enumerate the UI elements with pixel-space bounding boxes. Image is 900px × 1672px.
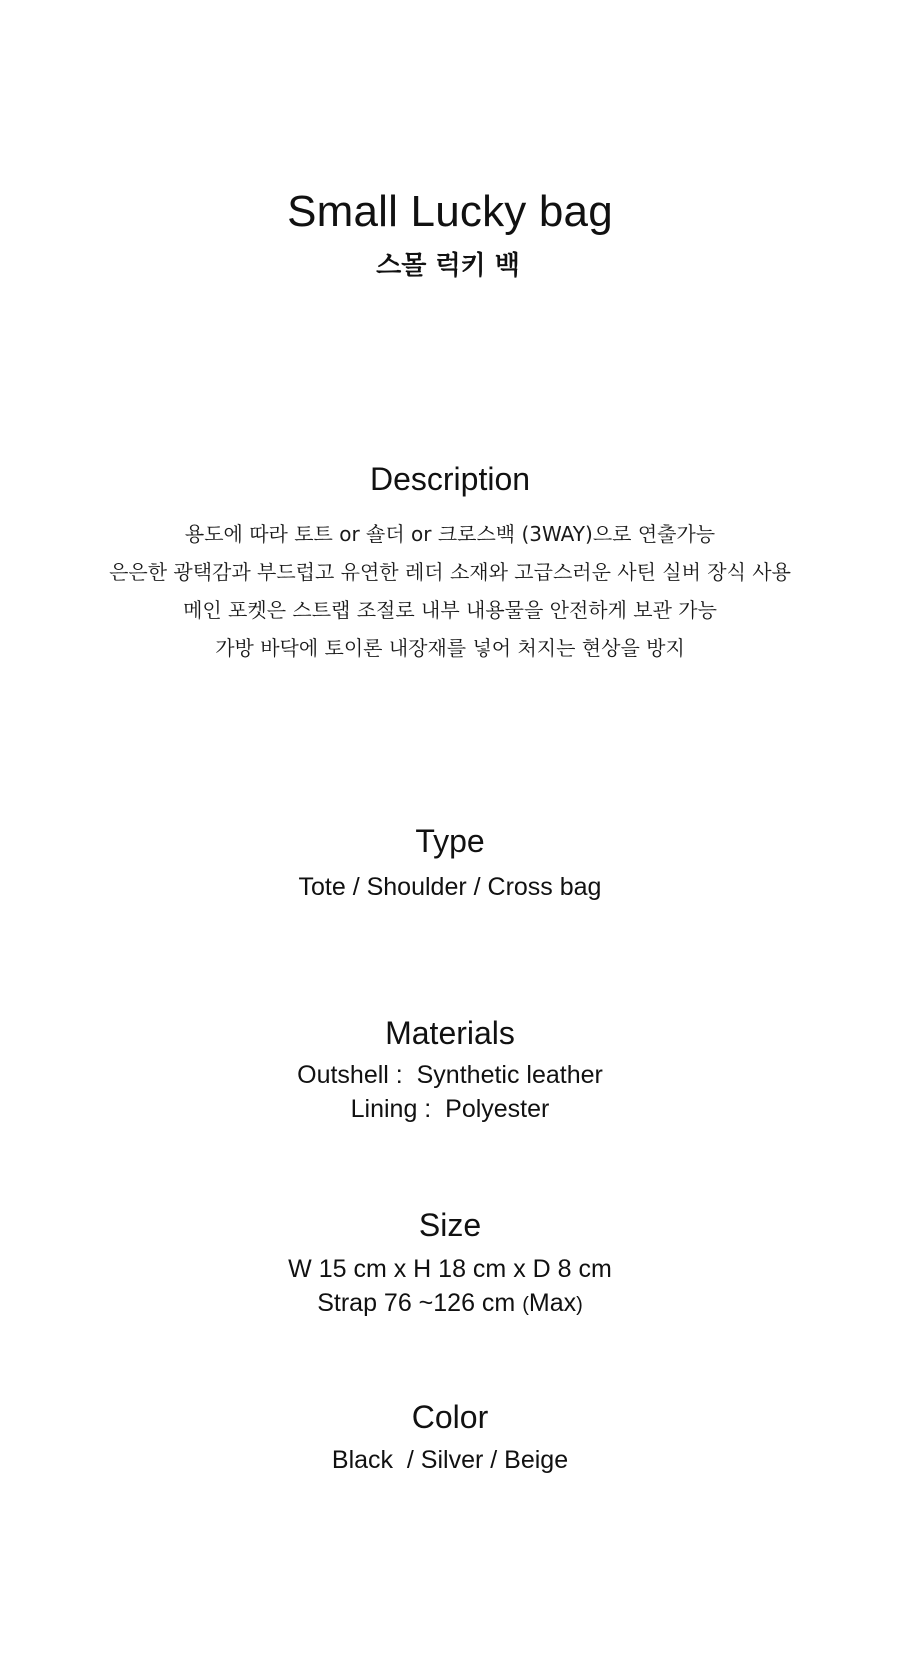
materials-heading: Materials [385,1015,515,1051]
size-heading: Size [418,1207,482,1243]
size-dimensions: W 15 cm x H 18 cm x D 8 cm [288,1255,612,1283]
color-heading: Color [411,1399,489,1435]
color-value: Black / Silver / Beige [331,1446,569,1474]
type-heading: Type [415,823,485,859]
materials-values [0,1058,900,1126]
description-line: 가방 바닥에 토이론 내장재를 넣어 처지는 현상을 방지 [215,636,685,660]
product-subtitle-korean: 스몰 럭키 백 [376,251,520,281]
materials-lining: Lining : Polyester [350,1095,550,1123]
size-strap-max: Max [528,1289,577,1317]
description-text [0,515,900,667]
description-line: 용도에 따라 토트 or 숄더 or 크로스백 (3WAY)으로 연출가능 [184,522,716,546]
materials-outshell: Outshell : Synthetic leather [297,1061,603,1089]
product-title: Small Lucky bag [287,187,613,236]
description-line: 은은한 광택감과 부드럽고 유연한 레더 소재와 고급스러운 사틴 실버 장식 사용 [109,560,791,584]
type-value: Tote / Shoulder / Cross bag [298,873,602,901]
size-strap-length: Strap 76 ~126 cm [317,1289,523,1317]
strap-paren-close: ) [576,1294,583,1316]
size-strap [0,1286,900,1322]
description-heading: Description [369,461,531,497]
size-values [0,1252,900,1322]
description-line: 메인 포켓은 스트랩 조절로 내부 내용물을 안전하게 보관 가능 [183,598,717,622]
strap-paren-open: ( [522,1294,529,1316]
